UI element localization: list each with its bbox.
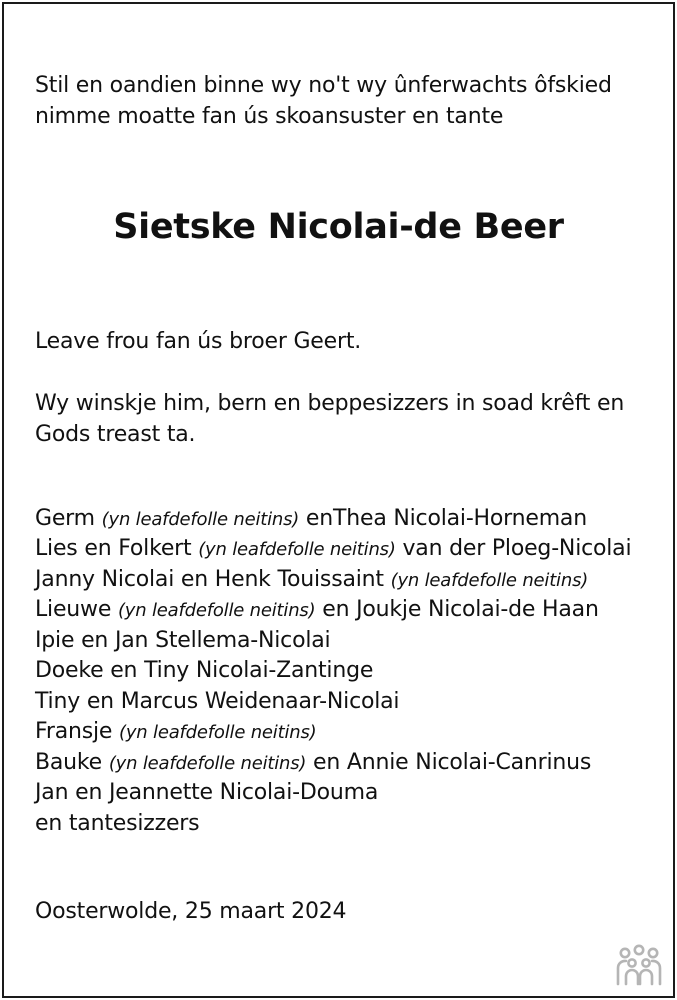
intro-line-2: nimme moatte fan ús skoansuster en tante (35, 104, 504, 129)
intro-line-1: Stil en oandien binne wy no't wy ûnferwachts ôfskied (35, 73, 612, 98)
mourner-line: Lieuwe (yn leafdefolle neitins) en Joukje Nicolai-de Haan (35, 597, 599, 622)
mourner-line: Fransje (yn leafdefolle neitins) (35, 719, 317, 744)
mourner-line: Janny Nicolai en Henk Touissaint (yn leafdefolle neitins) (35, 567, 589, 592)
place-date: Oosterwolde, 25 maart 2024 (35, 899, 347, 924)
deceased-name: Sietske Nicolai-de Beer (113, 207, 564, 247)
wish-line-1: Wy winskje him, bern en beppesizzers in soad krêft en (35, 391, 625, 416)
mourner-line: Jan en Jeannette Nicolai-Douma (35, 780, 379, 805)
relation-text: Leave frou fan ús broer Geert. (35, 329, 362, 354)
wish-line-2: Gods treast ta. (35, 422, 196, 447)
mourner-line: Doeke en Tiny Nicolai-Zantinge (35, 658, 374, 683)
mourner-line: Lies en Folkert (yn leafdefolle neitins) van der Ploeg-Nicolai (35, 536, 632, 561)
mourner-line: Tiny en Marcus Weidenaar-Nicolai (35, 689, 400, 714)
mourner-line: Ipie en Jan Stellema-Nicolai (35, 628, 331, 653)
mourner-line: en tantesizzers (35, 811, 200, 836)
family-group-icon (614, 944, 664, 988)
mourner-line: Germ (yn leafdefolle neitins) enThea Nicolai-Horneman (35, 506, 587, 531)
announcement-border (2, 2, 675, 998)
mourner-line: Bauke (yn leafdefolle neitins) en Annie Nicolai-Canrinus (35, 750, 592, 775)
